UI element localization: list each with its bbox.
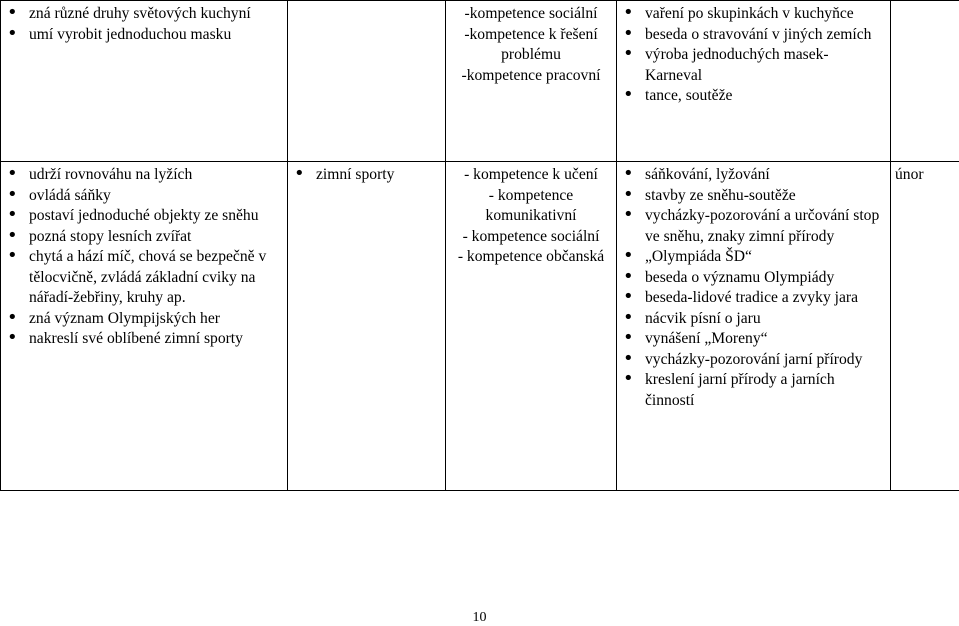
list-item: • výroba jednoduchých masek- Karneval	[621, 45, 886, 86]
outcomes-list	[5, 4, 283, 45]
month-cell: únor	[891, 162, 959, 491]
list-item: • chytá a hází míč, chová se bezpečně v tělocvičně, zvládá základní cviky na nářadí-žebřiny, kruhy ap.	[5, 247, 283, 309]
list-item: • kreslení jarní přírody a jarních činností	[621, 370, 886, 411]
list-item: • vaření po skupinkách v kuchyňce	[621, 4, 886, 25]
month-cell	[891, 1, 959, 162]
topic-cell	[288, 1, 446, 162]
outcomes-cell	[1, 1, 288, 162]
list-item: • zná různé druhy světových kuchyní	[5, 4, 283, 25]
list-item: • beseda-lidové tradice a zvyky jara	[621, 288, 886, 309]
list-item: • pozná stopy lesních zvířat	[5, 227, 283, 248]
table-row	[1, 162, 959, 491]
list-item: • ovládá sáňky	[5, 186, 283, 207]
competences-cell	[446, 1, 617, 162]
list-item: • vynášení „Moreny“	[621, 329, 886, 350]
list-item: • vycházky-pozorování jarní přírody	[621, 350, 886, 371]
list-item: • tance, soutěže	[621, 86, 886, 107]
list-item: • nácvik písní o jaru	[621, 309, 886, 330]
list-item: • beseda o významu Olympiády	[621, 268, 886, 289]
list-item: • vycházky-pozorování a určování stop ve sněhu, znaky zimní přírody	[621, 206, 886, 247]
topic-list	[292, 165, 441, 186]
competence-line: -kompetence pracovní	[461, 66, 601, 84]
competence-line: - kompetence k učení	[464, 166, 598, 183]
list-item: • sáňkování, lyžování	[621, 165, 886, 186]
competence-line: -kompetence k řešení problému	[464, 25, 598, 63]
competences-cell	[446, 162, 617, 491]
outcomes-list	[5, 165, 283, 350]
list-item: • postaví jednoduché objekty ze sněhu	[5, 206, 283, 227]
topic-cell	[288, 162, 446, 491]
activities-list	[621, 4, 886, 107]
table-row	[1, 1, 959, 162]
list-item: • beseda o stravování v jiných zemích	[621, 25, 886, 46]
activities-cell	[617, 162, 891, 491]
competence-line: - kompetence sociální	[462, 227, 600, 245]
list-item: • udrží rovnováhu na lyžích	[5, 165, 283, 186]
activities-list	[621, 165, 886, 411]
list-item: • „Olympiáda ŠD“	[621, 247, 886, 268]
list-item: • zimní sporty	[292, 165, 441, 186]
competence-line: -kompetence sociální	[464, 5, 598, 22]
list-item: • stavby ze sněhu-soutěže	[621, 186, 886, 207]
activities-cell	[617, 1, 891, 162]
list-item: • umí vyrobit jednoduchou masku	[5, 25, 283, 46]
list-item: • zná význam Olympijských her	[5, 309, 283, 330]
competence-line: - kompetence komunikativní	[485, 186, 577, 224]
outcomes-cell	[1, 162, 288, 491]
page-number: 10	[472, 610, 487, 625]
list-item: • nakreslí své oblíbené zimní sporty	[5, 329, 283, 350]
competence-line: - kompetence občanská	[457, 248, 605, 265]
